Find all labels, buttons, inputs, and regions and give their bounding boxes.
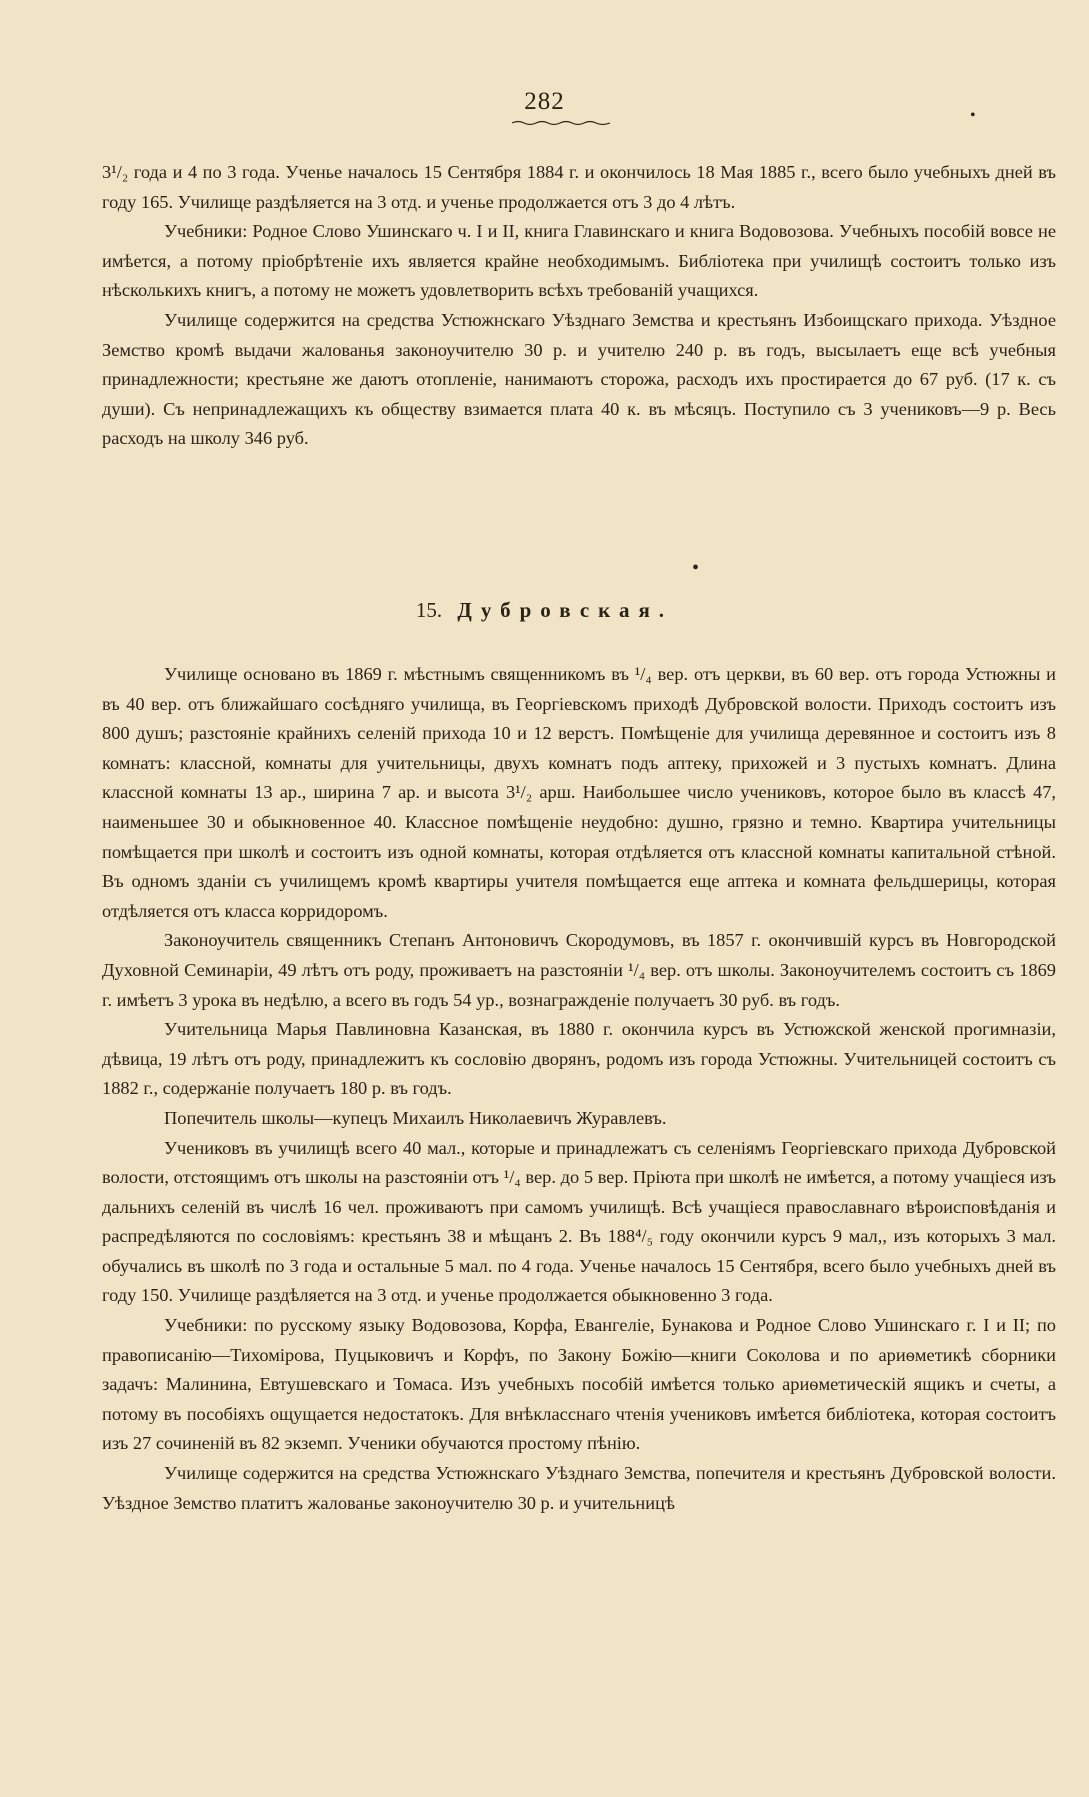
paragraph: Училище содержится на средства Устюжнскаго Уѣзднаго Земства, попечителя и крестьянъ Дубровской волости. Уѣздное Земство платитъ жалованье законоучителю 30 р. и учительницѣ xyxy=(102,1463,1056,1513)
paragraph: Учениковъ въ училищѣ всего 40 мал., которые и принадлежатъ съ селеніямъ Георгіевскаго прихода Дубровской волости, отстоящимъ отъ школы на разстояніи отъ ¹/₄ вер. до 5 вер. Пріюта при школѣ не имѣется, а потому учащіеся изъ дальнихъ селеній въ числѣ 16 чел. проживаютъ при самомъ училищѣ. Всѣ учащіеся православнаго вѣроисповѣданія и распредѣляются по сословіямъ: крестьянъ 38 и мѣщанъ 2. Въ 188⁴/₅ году окончили курсъ 9 мал,, изъ которыхъ 3 мал. обучались въ школѣ по 3 года и остальные 5 мал. по 4 года. Ученье началось 15 Сентября, всего было учебныхъ дней въ году 150. Училище раздѣляется на 3 отд. и ученье продолжается обыкновенно 3 года. xyxy=(102,1137,1056,1306)
section-heading xyxy=(0,598,1089,623)
section-number: 15. xyxy=(415,598,443,622)
print-mark: • xyxy=(692,557,700,579)
section-text-block xyxy=(102,660,1056,1518)
paragraph: Училище содержится на средства Устюжнскаго Уѣзднаго Земства и крестьянъ Избоищскаго прихода. Уѣздное Земство кромѣ выдачи жалованья законоучителю 30 р. и учителю 240 р. въ годъ, высылаетъ еще всѣ учебныя принадлежности; крестьяне же даютъ отопленіе, нанимаютъ сторожа, расходъ ихъ простирается до 67 руб. (17 к. съ души). Съ непринадлежащихъ къ обществу взимается плата 40 к. въ мѣсяцъ. Поступило съ 3 учениковъ—9 р. Весь расходъ на школу 346 руб. xyxy=(102,309,1056,449)
top-text-block xyxy=(102,158,1056,454)
paragraph: 3¹/₂ года и 4 по 3 года. Ученье началось 15 Сентября 1884 г. и окончилось 18 Мая 1885 г., всего было учебныхъ дней въ году 165. Училище раздѣляется на 3 отд. и ученье продолжается отъ 3 до 4 лѣтъ. xyxy=(102,162,1056,212)
page-number-ornament xyxy=(512,120,610,126)
paragraph: Законоучитель священникъ Степанъ Антоновичъ Скородумовъ, въ 1857 г. окончившій курсъ въ Новгородской Духовной Семинаріи, 49 лѣтъ отъ роду, проживаетъ на разстояніи ¹/₄ вер. отъ школы. Законоучителемъ состоитъ съ 1869 г. имѣетъ 3 урока въ недѣлю, а всего въ годъ 54 ур., вознагражденіе получаетъ 30 руб. въ годъ. xyxy=(102,930,1056,1010)
paragraph: Учительница Марья Павлиновна Казанская, въ 1880 г. окончила курсъ въ Устюжской женской прогимназіи, дѣвица, 19 лѣтъ отъ роду, принадлежитъ къ сословію дворянъ, родомъ изъ города Устюжны. Учительницей состоитъ съ 1882 г., содержаніе получаетъ 180 р. въ годъ. xyxy=(102,1019,1056,1099)
paragraph: Учебники: Родное Слово Ушинскаго ч. I и II, книга Главинскаго и книга Водовозова. Учебныхъ пособій вовсе не имѣется, а потому пріобрѣтеніе ихъ является крайне необходимымъ. Библіотека при училищѣ состоитъ только изъ нѣсколькихъ книгъ, а потому не можетъ удовлетворить всѣхъ требованій учащихся. xyxy=(102,221,1056,301)
page-number: 282 xyxy=(524,88,565,115)
print-mark: • xyxy=(970,107,976,124)
paragraph: Учебники: по русскому языку Водовозова, Корфа, Евангеліе, Бунакова и Родное Слово Ушинскаго г. I и II; по правописанію—Тихомірова, Пуцыковичъ и Корфъ, по Закону Божію—книги Соколова и по ариѳметикѣ сборники задачъ: Малинина, Евтушевскаго и Томаса. Изъ учебныхъ пособій имѣется только ариѳметическій ящикъ и счеты, а потому въ пособіяхъ ощущается недостатокъ. Для внѣкласснаго чтенія учениковъ имѣется библіотека, которая состоитъ изъ 27 сочиненій въ 82 экземп. Ученики обучаются простому пѣнію. xyxy=(102,1315,1056,1454)
paragraph: Попечитель школы—купецъ Михаилъ Николаевичъ Журавлевъ. xyxy=(164,1107,667,1128)
section-title: Дубровская. xyxy=(457,598,674,622)
paragraph: Училище основано въ 1869 г. мѣстнымъ священникомъ въ ¹/₄ вер. отъ церкви, въ 60 вер. отъ города Устюжны и въ 40 вер. отъ ближайшаго сосѣдняго училища, въ Георгіевскомъ приходѣ Дубровской волости. Приходъ состоитъ изъ 800 душъ; разстояніе крайнихъ селеній прихода 10 и 12 верстъ. Помѣщеніе для училища деревянное и состоитъ изъ 8 комнатъ: классной, комнаты для учительницы, двухъ комнатъ подъ аптеку, прихожей и 3 пустыхъ комнатъ. Длина классной комнаты 13 ар., ширина 7 ар. и высота 3¹/₂ арш. Наибольшее число учениковъ, которое было въ классѣ 47, наименьшее 30 и обыкновенное 40. Классное помѣщеніе неудобно: душно, грязно и темно. Квартира учительницы помѣщается при школѣ и состоитъ изъ одной комнаты, которая отдѣляется отъ классной комнаты капитальной стѣной. Въ одномъ зданіи съ училищемъ кромѣ квартиры учителя помѣщается еще аптека и комната фельдшерицы, которая отдѣляется отъ класса корридоромъ. xyxy=(102,664,1056,921)
